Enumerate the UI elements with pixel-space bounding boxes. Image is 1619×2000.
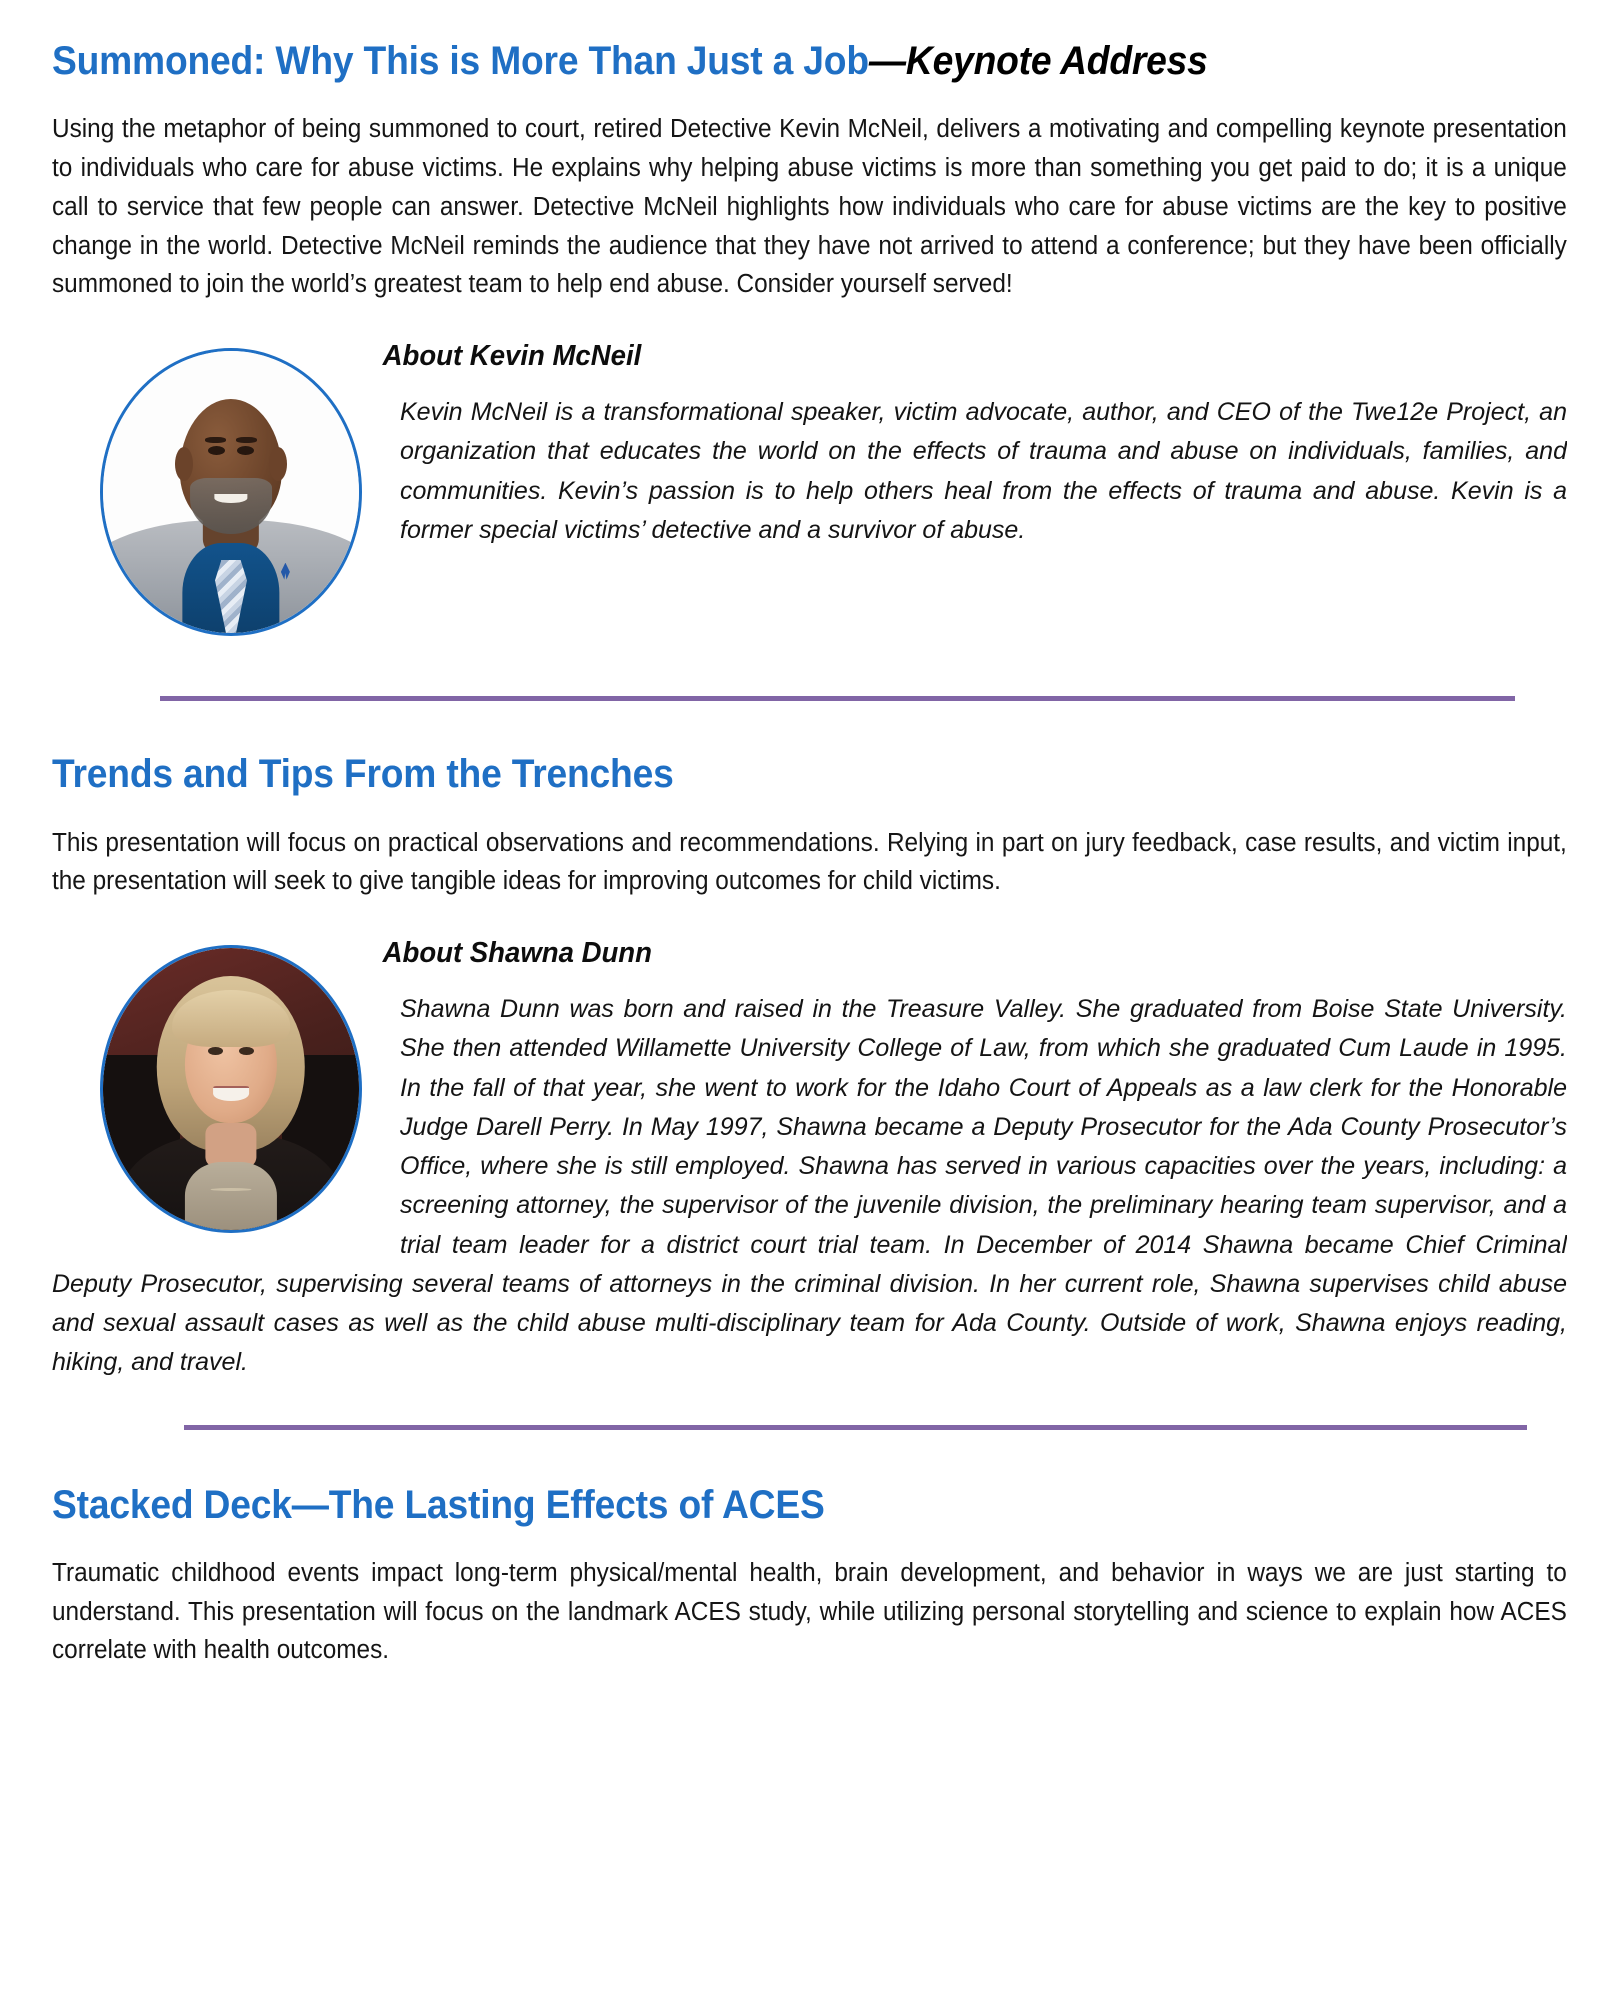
bio-heading-shawna-dunn: About Shawna Dunn	[382, 937, 652, 970]
section-description-trends-and-tips: This presentation will focus on practical observations and recommendations. Relying in part on jury feedback, case results, and victim input, the presentation will seek to give tangible ideas for improving outcomes for child victims.	[52, 828, 1567, 896]
section-stacked-deck	[52, 1482, 1567, 1671]
avatar-shawna-dunn	[100, 945, 362, 1233]
section-title-sub: —Keynote Address	[868, 39, 1208, 83]
bio-text-shawna-dunn: Shawna Dunn was born and raised in the Treasure Valley. She graduated from Boise State University. She then attended Willamette University College of Law, from which she graduated Cum Laude in 1995. In the fall of that year, she went to work for the Idaho Court of Appeals as a law clerk for the Honorable Judge Darell Perry. In May 1997, Shawna became a Deputy Prosecutor for the Ada County Prosecutor’s Office, where she is still employed. Shawna has served in various capacities over the years, including: a screening attorney, the supervisor of the juvenile division, the preliminary hearing team supervisor, and a trial team leader for a district court trial team. In December of 2014 Shawna became Chief Criminal Deputy Prosecutor, supervising several teams of attorneys in the criminal division. In her current role, Shawna supervises child abuse and sexual assault cases as well as the child abuse multi-disciplinary team for Ada County. Outside of work, Shawna enjoys reading, hiking, and travel.	[52, 995, 1567, 1377]
section-description-summoned: Using the metaphor of being summoned to court, retired Detective Kevin McNeil, delivers a motivating and compelling keynote presentation to individuals who care for abuse victims. He explains why helping abuse victims is more than something you get paid to do; it is a unique call to service that few people can answer. Detective McNeil highlights how individuals who care for abuse victims are the key to positive change in the world. Detective McNeil reminds the audience that they have not arrived to attend a conference; but they have been officially summoned to join the world’s greatest team to help end abuse. Consider yourself served!	[52, 115, 1567, 299]
bio-heading-kevin-mcneil: About Kevin McNeil	[382, 340, 642, 373]
divider-wrap-1	[52, 640, 1567, 701]
section-summoned	[52, 38, 1567, 640]
section-description-stacked-deck: Traumatic childhood events impact long-term physical/mental health, brain development, and behavior in ways we are just starting to understand. This presentation will focus on the landmark ACES study, while utilizing personal storytelling and science to explain how ACES correlate with health outcomes.	[52, 1558, 1567, 1665]
section-title-main: Trends and Tips From the Trenches	[52, 752, 674, 797]
bio-block-kevin-mcneil	[52, 340, 1567, 640]
avatar-kevin-mcneil	[100, 348, 362, 636]
section-title-main: Stacked Deck—The Lasting Effects of ACES	[52, 1482, 825, 1527]
page-title-trends-and-tips	[52, 751, 1461, 797]
kevin-mcneil-portrait-icon	[103, 351, 359, 633]
bio-text-kevin-mcneil: Kevin McNeil is a transformational speaker, victim advocate, author, and CEO of the Twe12e Project, an organization that educates the world on the effects of trauma and abuse on individuals, families, and communities. Kevin’s passion is to help others heal from the effects of trauma and abuse. Kevin is a former special victims’ detective and a survivor of abuse.	[400, 398, 1567, 544]
bio-block-shawna-dunn	[52, 937, 1567, 1383]
section-title-main: Summoned: Why This is More Than Just a Job	[52, 39, 869, 83]
divider-wrap-2	[52, 1383, 1567, 1430]
section-trends-and-tips	[52, 751, 1567, 1382]
page-title-stacked-deck	[52, 1482, 1461, 1528]
shawna-dunn-portrait-icon	[103, 948, 359, 1230]
page-title-summoned	[52, 38, 1461, 84]
